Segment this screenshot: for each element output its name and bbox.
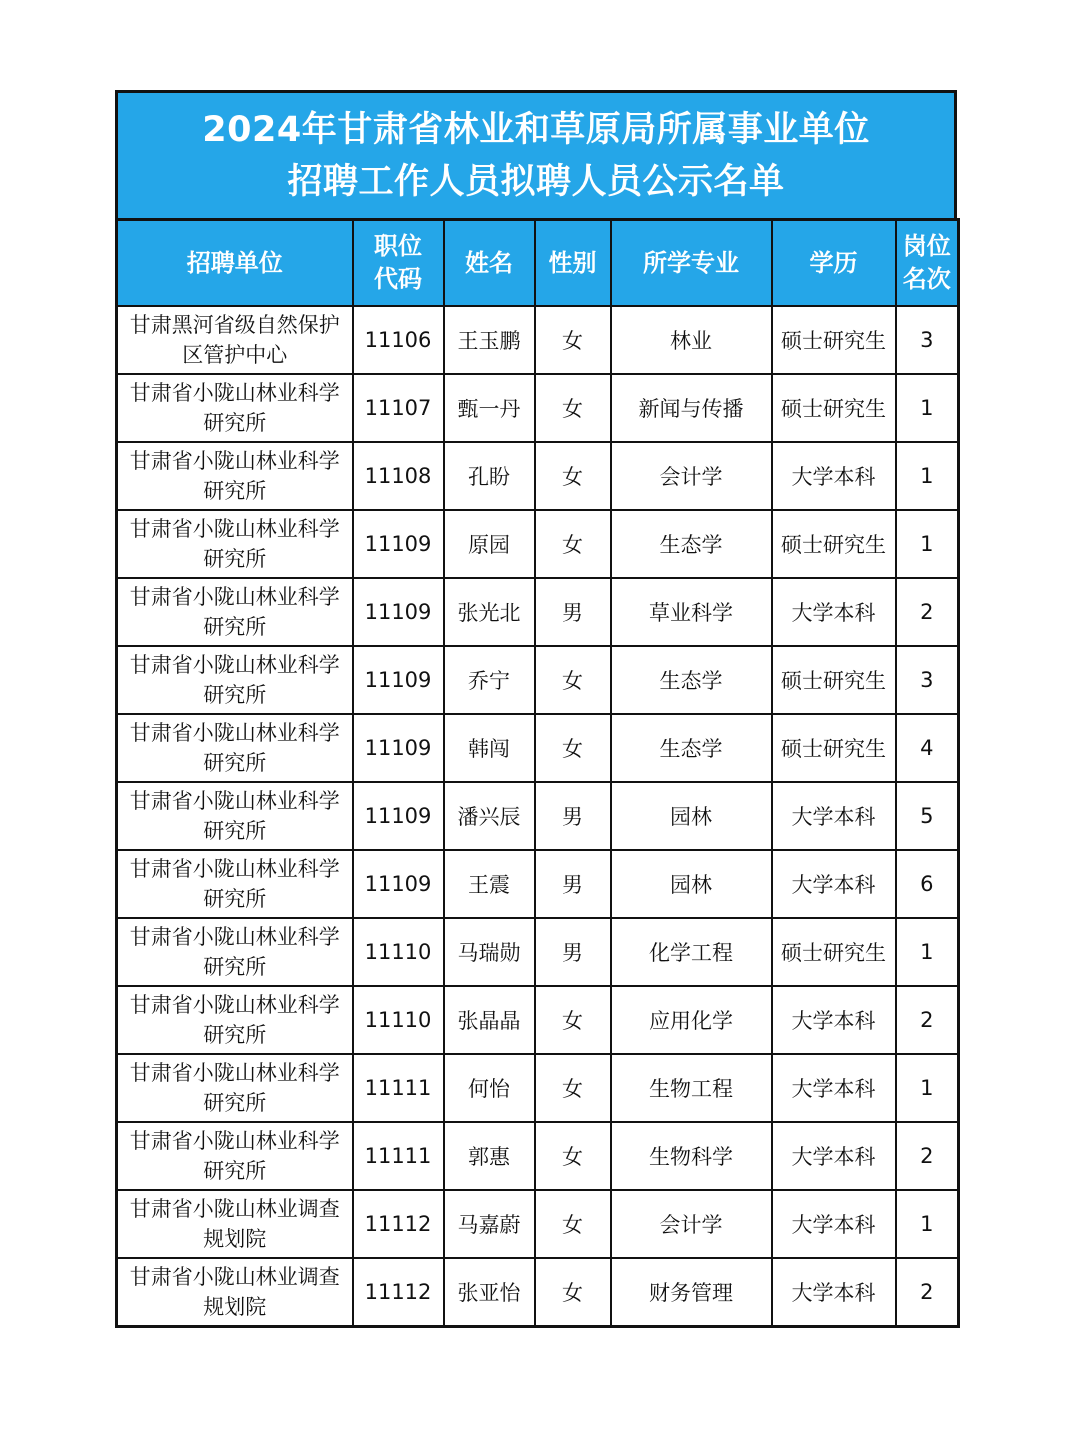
cell-name: 孔盼 — [444, 442, 535, 510]
cell-major: 林业 — [611, 306, 772, 374]
header-rank-line-1: 岗位 — [902, 232, 951, 260]
cell-unit-line-2: 研究所 — [203, 683, 267, 707]
title-line-1: 2024年甘肃省林业和草原局所属事业单位 — [202, 109, 870, 150]
cell-rank: 2 — [896, 1258, 959, 1327]
cell-unit — [117, 714, 353, 782]
cell-code: 11107 — [353, 374, 444, 442]
cell-rank: 1 — [896, 510, 959, 578]
cell-education: 大学本科 — [772, 1258, 896, 1327]
cell-education: 硕士研究生 — [772, 306, 896, 374]
cell-unit-line-2: 区管护中心 — [182, 343, 288, 367]
cell-code: 11106 — [353, 306, 444, 374]
cell-unit — [117, 578, 353, 646]
cell-education: 大学本科 — [772, 850, 896, 918]
table-row — [117, 646, 959, 714]
cell-unit — [117, 1054, 353, 1122]
cell-name: 张晶晶 — [444, 986, 535, 1054]
cell-name: 潘兴辰 — [444, 782, 535, 850]
cell-unit-line-1: 甘肃省小陇山林业调查 — [129, 1265, 340, 1289]
title-line-2: 招聘工作人员拟聘人员公示名单 — [287, 161, 785, 202]
cell-education: 硕士研究生 — [772, 714, 896, 782]
table-row — [117, 1122, 959, 1190]
cell-unit — [117, 510, 353, 578]
cell-major: 生态学 — [611, 714, 772, 782]
cell-rank: 6 — [896, 850, 959, 918]
cell-name: 甄一丹 — [444, 374, 535, 442]
cell-unit — [117, 1258, 353, 1327]
cell-education: 大学本科 — [772, 1190, 896, 1258]
cell-major: 生态学 — [611, 510, 772, 578]
cell-code: 11109 — [353, 850, 444, 918]
cell-unit — [117, 918, 353, 986]
cell-education: 大学本科 — [772, 442, 896, 510]
cell-rank: 3 — [896, 646, 959, 714]
cell-major: 园林 — [611, 782, 772, 850]
cell-unit — [117, 646, 353, 714]
cell-education: 大学本科 — [772, 1122, 896, 1190]
cell-major: 化学工程 — [611, 918, 772, 986]
cell-major: 生物工程 — [611, 1054, 772, 1122]
header-row — [117, 220, 959, 307]
cell-unit-line-1: 甘肃省小陇山林业科学 — [129, 925, 340, 949]
header-rank-line-2: 名次 — [902, 265, 951, 293]
cell-education: 硕士研究生 — [772, 918, 896, 986]
cell-major: 应用化学 — [611, 986, 772, 1054]
cell-unit-line-1: 甘肃省小陇山林业科学 — [129, 1129, 340, 1153]
header-rank — [896, 220, 959, 307]
cell-name: 张光北 — [444, 578, 535, 646]
cell-unit-line-2: 研究所 — [203, 1091, 267, 1115]
cell-unit-line-2: 研究所 — [203, 1159, 267, 1183]
cell-rank: 1 — [896, 918, 959, 986]
cell-education: 硕士研究生 — [772, 374, 896, 442]
cell-unit-line-1: 甘肃省小陇山林业调查 — [129, 1197, 340, 1221]
cell-education: 硕士研究生 — [772, 510, 896, 578]
cell-major: 会计学 — [611, 442, 772, 510]
table-row — [117, 918, 959, 986]
cell-unit-line-2: 研究所 — [203, 955, 267, 979]
cell-gender: 男 — [535, 850, 611, 918]
cell-gender: 女 — [535, 1258, 611, 1327]
hiring-list-table — [115, 218, 960, 1328]
cell-unit — [117, 306, 353, 374]
cell-code: 11111 — [353, 1122, 444, 1190]
title-banner — [115, 90, 957, 218]
cell-unit — [117, 442, 353, 510]
cell-education: 大学本科 — [772, 1054, 896, 1122]
cell-unit — [117, 986, 353, 1054]
cell-rank: 3 — [896, 306, 959, 374]
header-major: 所学专业 — [611, 220, 772, 307]
cell-unit-line-1: 甘肃省小陇山林业科学 — [129, 449, 340, 473]
cell-unit-line-2: 规划院 — [203, 1227, 267, 1251]
table-row — [117, 782, 959, 850]
cell-major: 园林 — [611, 850, 772, 918]
cell-unit-line-2: 研究所 — [203, 547, 267, 571]
cell-name: 王玉鹏 — [444, 306, 535, 374]
cell-unit-line-1: 甘肃省小陇山林业科学 — [129, 993, 340, 1017]
cell-unit-line-2: 研究所 — [203, 615, 267, 639]
cell-code: 11110 — [353, 918, 444, 986]
cell-unit-line-2: 研究所 — [203, 411, 267, 435]
cell-name: 郭惠 — [444, 1122, 535, 1190]
cell-name: 王震 — [444, 850, 535, 918]
cell-education: 大学本科 — [772, 782, 896, 850]
cell-rank: 2 — [896, 1122, 959, 1190]
cell-rank: 2 — [896, 986, 959, 1054]
header-name: 姓名 — [444, 220, 535, 307]
cell-code: 11111 — [353, 1054, 444, 1122]
cell-gender: 女 — [535, 1054, 611, 1122]
cell-major: 生态学 — [611, 646, 772, 714]
cell-rank: 5 — [896, 782, 959, 850]
cell-unit — [117, 782, 353, 850]
table-row — [117, 442, 959, 510]
cell-gender: 男 — [535, 918, 611, 986]
cell-name: 何怡 — [444, 1054, 535, 1122]
cell-unit — [117, 374, 353, 442]
header-education: 学历 — [772, 220, 896, 307]
table-row — [117, 510, 959, 578]
cell-unit-line-1: 甘肃省小陇山林业科学 — [129, 381, 340, 405]
cell-name: 马嘉蔚 — [444, 1190, 535, 1258]
cell-gender: 女 — [535, 374, 611, 442]
header-gender: 性别 — [535, 220, 611, 307]
table-row — [117, 1258, 959, 1327]
table-row — [117, 306, 959, 374]
cell-code: 11108 — [353, 442, 444, 510]
cell-unit — [117, 1190, 353, 1258]
cell-unit-line-1: 甘肃省小陇山林业科学 — [129, 517, 340, 541]
header-code-line-1: 职位 — [374, 232, 422, 260]
cell-rank: 1 — [896, 1054, 959, 1122]
cell-gender: 女 — [535, 714, 611, 782]
cell-gender: 女 — [535, 1122, 611, 1190]
cell-rank: 2 — [896, 578, 959, 646]
cell-code: 11112 — [353, 1258, 444, 1327]
cell-major: 草业科学 — [611, 578, 772, 646]
cell-gender: 男 — [535, 782, 611, 850]
cell-code: 11109 — [353, 782, 444, 850]
cell-unit-line-1: 甘肃省小陇山林业科学 — [129, 789, 340, 813]
cell-gender: 女 — [535, 646, 611, 714]
table-row — [117, 850, 959, 918]
cell-name: 马瑞勋 — [444, 918, 535, 986]
table-row — [117, 578, 959, 646]
cell-name: 张亚怡 — [444, 1258, 535, 1327]
cell-unit-line-2: 研究所 — [203, 887, 267, 911]
cell-gender: 女 — [535, 442, 611, 510]
cell-gender: 男 — [535, 578, 611, 646]
cell-education: 硕士研究生 — [772, 646, 896, 714]
cell-gender: 女 — [535, 1190, 611, 1258]
cell-rank: 4 — [896, 714, 959, 782]
cell-gender: 女 — [535, 510, 611, 578]
cell-code: 11109 — [353, 714, 444, 782]
cell-name: 韩闯 — [444, 714, 535, 782]
table-row — [117, 374, 959, 442]
cell-unit-line-2: 研究所 — [203, 1023, 267, 1047]
cell-name: 原园 — [444, 510, 535, 578]
cell-code: 11112 — [353, 1190, 444, 1258]
cell-gender: 女 — [535, 306, 611, 374]
cell-gender: 女 — [535, 986, 611, 1054]
cell-unit-line-1: 甘肃黑河省级自然保护 — [129, 313, 340, 337]
table-body — [117, 306, 959, 1327]
cell-education: 大学本科 — [772, 986, 896, 1054]
cell-major: 财务管理 — [611, 1258, 772, 1327]
cell-education: 大学本科 — [772, 578, 896, 646]
table-row — [117, 986, 959, 1054]
cell-unit-line-1: 甘肃省小陇山林业科学 — [129, 653, 340, 677]
header-code-line-2: 代码 — [374, 265, 422, 293]
cell-unit-line-1: 甘肃省小陇山林业科学 — [129, 857, 340, 881]
cell-unit-line-2: 研究所 — [203, 479, 267, 503]
announcement-sheet — [115, 90, 957, 1328]
header-unit: 招聘单位 — [117, 220, 353, 307]
cell-code: 11110 — [353, 986, 444, 1054]
table-row — [117, 1190, 959, 1258]
cell-major: 新闻与传播 — [611, 374, 772, 442]
cell-unit — [117, 1122, 353, 1190]
cell-code: 11109 — [353, 510, 444, 578]
cell-unit-line-1: 甘肃省小陇山林业科学 — [129, 585, 340, 609]
cell-code: 11109 — [353, 578, 444, 646]
cell-rank: 1 — [896, 442, 959, 510]
cell-unit — [117, 850, 353, 918]
cell-major: 生物科学 — [611, 1122, 772, 1190]
cell-code: 11109 — [353, 646, 444, 714]
cell-name: 乔宁 — [444, 646, 535, 714]
cell-rank: 1 — [896, 1190, 959, 1258]
cell-unit-line-2: 研究所 — [203, 819, 267, 843]
table-row — [117, 1054, 959, 1122]
header-code — [353, 220, 444, 307]
cell-major: 会计学 — [611, 1190, 772, 1258]
table-row — [117, 714, 959, 782]
cell-unit-line-1: 甘肃省小陇山林业科学 — [129, 721, 340, 745]
cell-unit-line-1: 甘肃省小陇山林业科学 — [129, 1061, 340, 1085]
cell-unit-line-2: 规划院 — [203, 1295, 267, 1319]
cell-unit-line-2: 研究所 — [203, 751, 267, 775]
cell-rank: 1 — [896, 374, 959, 442]
